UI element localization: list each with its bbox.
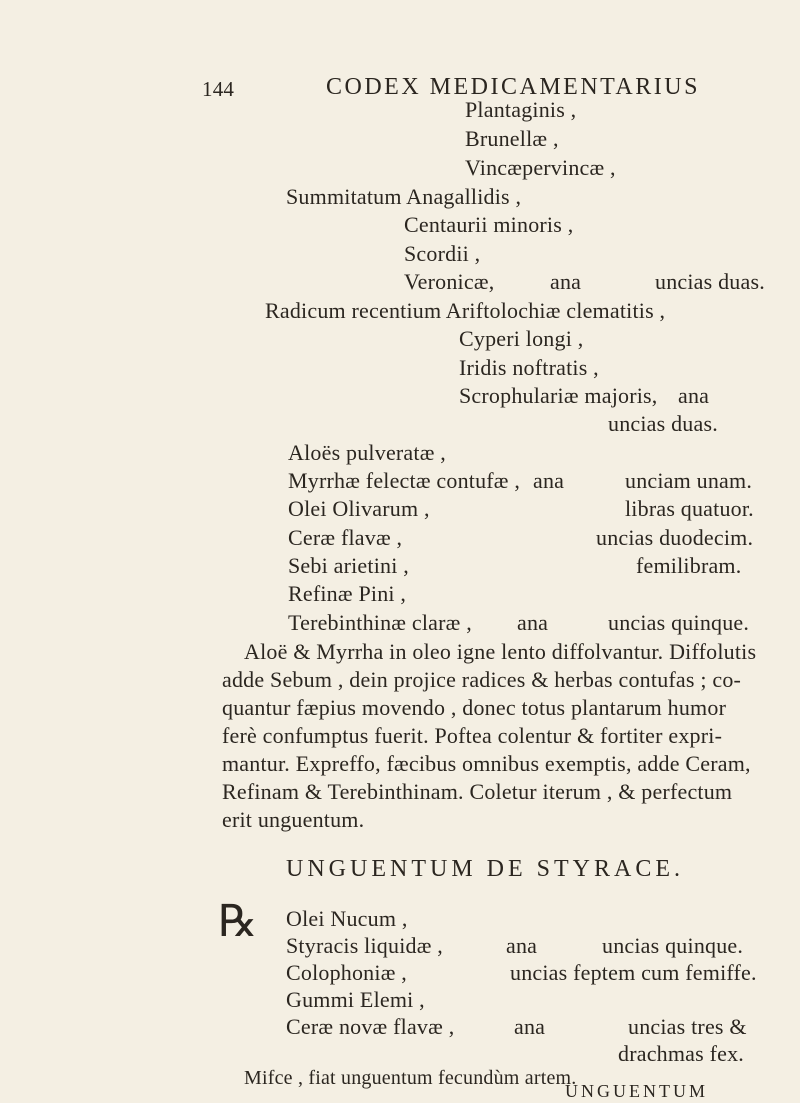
ingredient-line: Scordii ,: [404, 241, 481, 266]
dose-text: unciam unam.: [625, 468, 753, 493]
dose-text: uncias duas.: [608, 411, 718, 436]
ana-word: ana: [678, 383, 710, 408]
ingredient-line: Sebi arietini ,: [288, 553, 409, 578]
ingredient-line: Veronicæ,: [404, 269, 495, 294]
ingredient-line: Colophoniæ ,: [286, 960, 407, 985]
ingredient-line: Brunellæ ,: [465, 126, 559, 151]
ingredient-line: Gummi Elemi ,: [286, 987, 425, 1012]
ingredient-line: Vincæpervincæ ,: [465, 155, 616, 180]
ana-word: ana: [506, 933, 538, 958]
paragraph-line: Aloë & Myrrha in oleo igne lento diffolvantur. Diffolutis: [244, 639, 757, 664]
dose-text: femilibram.: [636, 553, 742, 578]
paragraph-line: Refinam & Terebinthinam. Coletur iterum , & perfectum: [222, 779, 733, 804]
page-number: 144: [202, 77, 235, 101]
ingredient-line: Iridis noftratis ,: [459, 355, 599, 380]
running-title: CODEX MEDICAMENTARIUS: [326, 74, 700, 100]
dose-text: drachmas fex.: [618, 1041, 744, 1066]
ingredient-line: Ceræ flavæ ,: [288, 525, 403, 550]
ingredient-line: Summitatum Anagallidis ,: [286, 184, 522, 209]
paragraph-line: mantur. Expreffo, fæcibus omnibus exemptis, adde Ceram,: [222, 751, 751, 776]
dose-text: uncias quinque.: [602, 933, 744, 958]
ana-word: ana: [533, 468, 565, 493]
ana-word: ana: [514, 1014, 546, 1039]
recipe-symbol: ℞: [218, 897, 258, 946]
paragraph-line: quantur fæpius movendo , donec totus plantarum humor: [222, 695, 727, 720]
ingredient-line: Ceræ novæ flavæ ,: [286, 1014, 455, 1039]
ingredient-line: Terebinthinæ claræ ,: [288, 610, 472, 635]
section-heading: UNGUENTUM DE STYRACE.: [286, 856, 684, 882]
dose-text: uncias tres &: [628, 1014, 747, 1039]
ana-word: ana: [550, 269, 582, 294]
dose-text: uncias duodecim.: [596, 525, 754, 550]
ingredient-line: Centaurii minoris ,: [404, 212, 574, 237]
paragraph-line: ferè confumptus fuerit. Poftea colentur & fortiter expri-: [222, 723, 723, 748]
ingredient-line: Styracis liquidæ ,: [286, 933, 443, 958]
paragraph-line: erit unguentum.: [222, 807, 365, 832]
ingredient-line: Plantaginis ,: [465, 97, 577, 122]
dose-text: libras quatuor.: [625, 496, 754, 521]
ingredient-line: Aloës pulveratæ ,: [288, 440, 446, 465]
dose-text: uncias duas.: [655, 269, 765, 294]
ingredient-line: Cyperi longi ,: [459, 326, 584, 351]
ingredient-line: Scrophulariæ majoris,: [459, 383, 658, 408]
ingredient-line: Olei Olivarum ,: [288, 496, 430, 521]
ingredient-line: Myrrhæ felectæ contufæ ,: [288, 468, 521, 493]
ingredient-line: Radicum recentium Ariftolochiæ clematitis ,: [265, 298, 666, 323]
dose-text: uncias quinque.: [608, 610, 750, 635]
ana-word: ana: [517, 610, 549, 635]
catchword: UNGUENTUM: [565, 1081, 708, 1101]
closing-line: Mifce , fiat unguentum fecundùm artem.: [244, 1067, 577, 1089]
ingredient-line: Olei Nucum ,: [286, 906, 408, 931]
dose-text: uncias feptem cum femiffe.: [510, 960, 757, 985]
ingredient-line: Refinæ Pini ,: [288, 581, 407, 606]
paragraph-line: adde Sebum , dein projice radices & herbas contufas ; co-: [222, 667, 742, 692]
